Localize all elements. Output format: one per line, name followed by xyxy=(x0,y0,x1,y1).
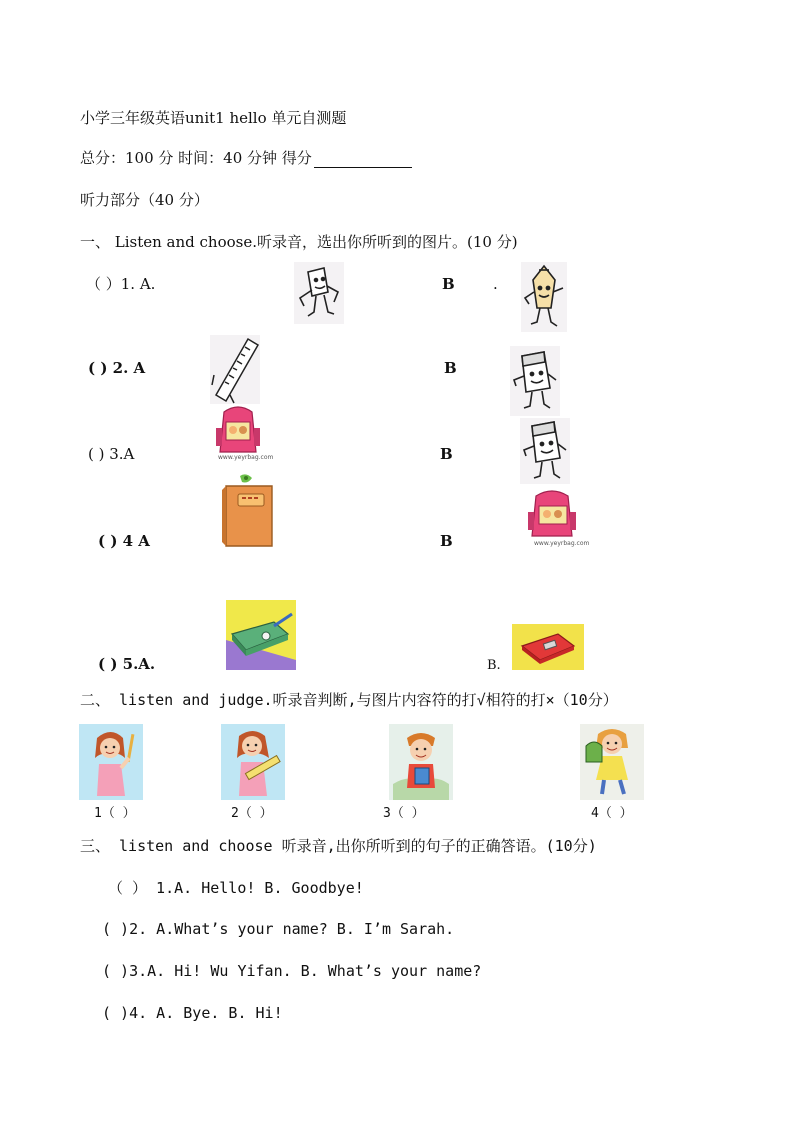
part1-item5-number: ( ) 5.A. xyxy=(98,655,156,673)
book-image xyxy=(216,472,280,548)
pencil-eraser-cartoon-image xyxy=(294,262,344,324)
part1-item4-number: ( ) 4 A xyxy=(98,532,150,550)
backpack-image xyxy=(210,404,274,464)
girl-with-bag-image xyxy=(580,724,644,800)
part1-item4-option-b: B xyxy=(440,532,453,550)
part3-question-2: ( )2. A.What’s your name? B. I’m Sarah. xyxy=(102,920,455,938)
part3-title: 三、 listen and choose 听录音,出你所听到的句子的正确答语。(10分) xyxy=(80,837,597,855)
pencil-case-image xyxy=(226,600,296,670)
page-title: 小学三年级英语unit1 hello 单元自测题 xyxy=(80,109,347,127)
part3-question-1: （ ） 1.A. Hello! B. Goodbye! xyxy=(108,879,364,897)
boy-with-book-image xyxy=(389,724,453,800)
listening-section-heading: 听力部分（40 分） xyxy=(80,191,209,209)
part1-item2-option-b: B xyxy=(444,359,457,377)
eraser-cartoon-image-2 xyxy=(520,418,570,484)
pencil-cartoon-image xyxy=(521,262,567,332)
sharpener-image xyxy=(512,624,584,670)
backpack-watermark-2: www.yeyrbag.com xyxy=(534,540,590,547)
part3-question-3: ( )3.A. Hi! Wu Yifan. B. What’s your name? xyxy=(102,962,482,980)
part1-item2-number: ( ) 2. A xyxy=(88,359,146,377)
part1-item5-option-b: B. xyxy=(487,658,501,673)
girl-with-pencil-image xyxy=(79,724,143,800)
part1-item3-number: ( ) 3.A xyxy=(88,445,135,463)
part2-label-4: 4（ ） xyxy=(591,806,633,821)
backpack-image-2 xyxy=(520,488,590,550)
score-blank xyxy=(314,151,412,168)
part1-title: 一、 Listen and choose.听录音，选出你所听到的图片。(10 分) xyxy=(80,233,518,251)
part1-item1-option-b: B xyxy=(442,275,455,293)
eraser-cartoon-image xyxy=(510,346,560,416)
girl-with-ruler-image xyxy=(221,724,285,800)
score-info-text: 总分：100 分 时间：40 分钟 得分 xyxy=(80,149,312,167)
score-info xyxy=(80,148,412,168)
part2-label-2: 2（ ） xyxy=(231,806,273,821)
part2-label-3: 3（ ） xyxy=(383,806,425,821)
backpack-watermark: www.yeyrbag.com xyxy=(218,454,274,461)
part2-label-1: 1（ ） xyxy=(94,806,136,821)
part1-item3-option-b: B xyxy=(440,445,453,463)
part3-question-4: ( )4. A. Bye. B. Hi! xyxy=(102,1004,283,1022)
part1-item1-dot: . xyxy=(493,275,498,293)
part1-item1-number: （ ）1. A. xyxy=(86,275,156,293)
part2-title: 二、 listen and judge.听录音判断,与图片内容符的打√相符的打×（10分） xyxy=(80,691,618,709)
ruler-cartoon-image xyxy=(210,335,260,405)
